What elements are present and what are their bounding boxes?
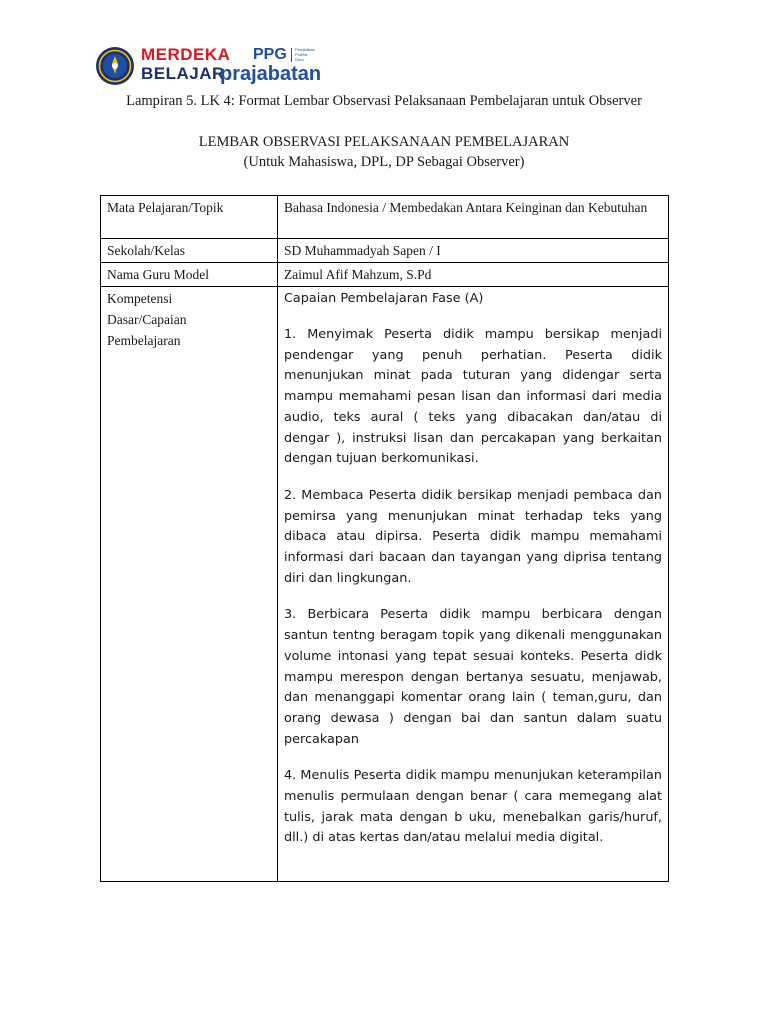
- logo-ppg-text: PPG: [253, 46, 287, 63]
- capaian-point: 1. Menyimak Peserta didik mampu bersikap menjadi pendengar yang penuh perhatian. Peserta didik menunjukan minat pada tuturan yang didengar serta mampu memahami pesan lisan dan informasi dari media audio, teks aural ( teks yang dibacakan dan/atau di dengar ), instruksi lisan dan percakapan yang berkaitan dengan tujuan berkomunikasi.: [284, 327, 662, 467]
- logo-belajar-text: BELAJAR: [141, 64, 225, 83]
- capaian-point: 3. Berbicara Peserta didik mampu berbicara dengan santun tentng beragam topik yang dikenali menggunakan volume intonasi yang tepat sesuai konteks. Peserta didk mampu merespon dengan bertanya sesuatu, menjawab, dan menanggapi komentar orang lain ( teman,guru, dan orang dewasa ) dengan bai dan santun dalam suatu percakapan: [284, 607, 662, 747]
- row-value: Zaimul Afif Mahzum, S.Pd: [278, 263, 669, 287]
- kompetensi-label: Kompetensi Dasar/Capaian Pembelajaran: [101, 287, 278, 882]
- document-subtitle: (Untuk Mahasiswa, DPL, DP Sebagai Observer): [243, 154, 525, 170]
- row-value: Bahasa Indonesia / Membedakan Antara Keinginan dan Kebutuhan: [278, 196, 669, 239]
- document-title: LEMBAR OBSERVASI PELAKSANAAN PEMBELAJARAN: [198, 134, 570, 150]
- row-label: Sekolah/Kelas: [101, 239, 278, 263]
- row-label: Nama Guru Model: [101, 263, 278, 287]
- logo-prajabatan-text: prajabatan: [220, 63, 322, 85]
- kompetensi-content: [278, 287, 669, 882]
- row-label: Mata Pelajaran/Topik: [101, 196, 278, 239]
- merdeka-belajar-logo: [141, 44, 351, 88]
- logo-small-text: Pendidikan Profesi Guru: [295, 47, 315, 62]
- capaian-point: 4. Menulis Peserta didik mampu menunjukan keterampilan menulis permulaan dengan benar ( cara memegang alat tulis, jarak mata dengan b uku, menebalkan garis/huruf, dll.) di atas kertas dan/atau melalui media digital.: [284, 768, 662, 846]
- table-row-kompetensi: [101, 287, 669, 882]
- header-logo: [95, 44, 351, 88]
- observation-table: [100, 195, 669, 882]
- table-row-sekolah: [101, 239, 669, 263]
- lampiran-caption: Lampiran 5. LK 4: Format Lembar Observasi Pelaksanaan Pembelajaran untuk Observer: [126, 93, 642, 109]
- capaian-heading: Capaian Pembelajaran Fase (A): [284, 291, 484, 306]
- university-seal-icon: [95, 46, 135, 86]
- table-row-mata-pelajaran: [101, 196, 669, 239]
- logo-merdeka-text: MERDEKA: [141, 45, 231, 64]
- row-value: SD Muhammadyah Sapen / I: [278, 239, 669, 263]
- table-row-guru-model: [101, 263, 669, 287]
- capaian-point: 2. Membaca Peserta didik bersikap menjadi pembaca dan pemirsa yang menunjukan minat terhadap teks yang dibaca atau dipirsa. Peserta didik mampu memahami informasi dari bacaan dan tayangan yang diprisa tentang diri dan lingkungan.: [284, 487, 662, 586]
- logo-separator: [291, 48, 292, 62]
